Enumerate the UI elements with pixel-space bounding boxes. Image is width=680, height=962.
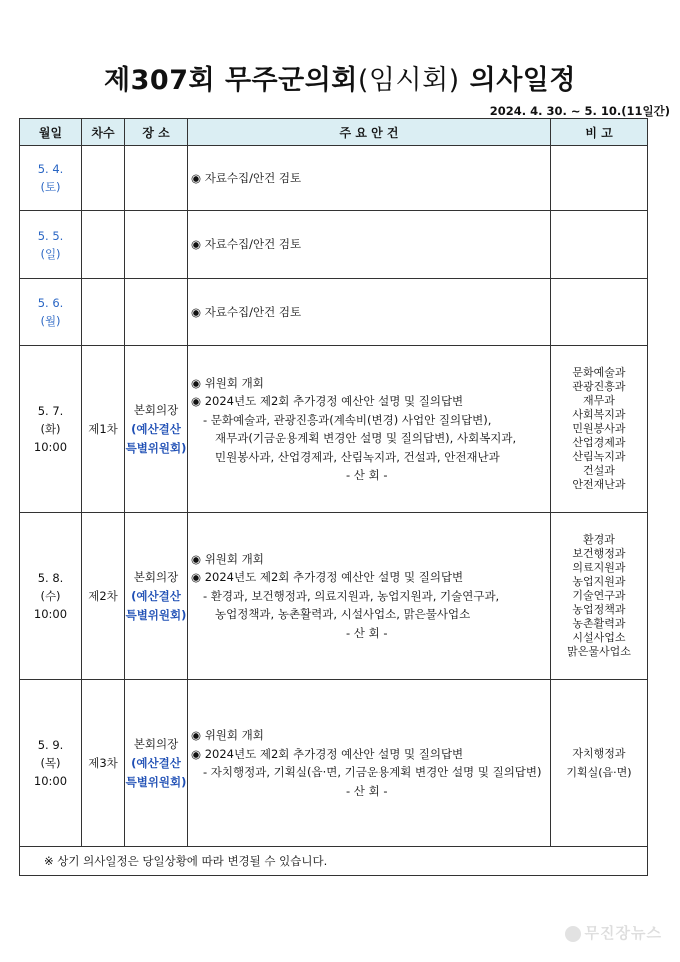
table-row xyxy=(20,346,648,513)
agenda-cell: ◉ 자료수집/안건 검토 xyxy=(188,211,551,279)
watermark-logo: 무진장뉴스 xyxy=(565,922,662,943)
schedule-table xyxy=(19,118,648,876)
date-cell: 5. 6. (월) xyxy=(20,279,82,346)
footer-note: ※ 상기 의사일정은 당일상황에 따라 변경될 수 있습니다. xyxy=(20,847,648,876)
place-cell xyxy=(125,146,188,211)
title-main: 제307회 무주군의회 xyxy=(104,65,358,96)
place-cell xyxy=(125,211,188,279)
document-title xyxy=(0,58,680,97)
date-cell: 5. 9. (목) 10:00 xyxy=(20,680,82,847)
note-cell: 자치행정과 기획실(읍·면) xyxy=(551,680,648,847)
agenda-cell: ◉ 자료수집/안건 검토 xyxy=(188,279,551,346)
note-cell xyxy=(551,146,648,211)
header-main: 주 요 안 건 xyxy=(188,119,551,146)
agenda-cell: ◉ 자료수집/안건 검토 xyxy=(188,146,551,211)
place-cell xyxy=(125,279,188,346)
place-cell: 본회의장 (예산결산 특별위원회) xyxy=(125,513,188,680)
header-place: 장 소 xyxy=(125,119,188,146)
agenda-cell: ◉ 위원회 개회 ◉ 2024년도 제2회 추가경정 예산안 설명 및 질의답변 - 문화예술과, 관광진흥과(계속비(변경) 사업안 질의답변), 재무과(기금운용계획 변경안 설명 및 질의답변), 사회복지과, 민원봉사과, 산업경제과, 산림녹지과, 건설과, 안전재난과 - 산 회 - xyxy=(188,346,551,513)
order-cell xyxy=(82,279,125,346)
table-row xyxy=(20,279,648,346)
table-row xyxy=(20,680,648,847)
footer-row xyxy=(20,847,648,876)
header-date: 월일 xyxy=(20,119,82,146)
date-cell: 5. 7. (화) 10:00 xyxy=(20,346,82,513)
header-note: 비 고 xyxy=(551,119,648,146)
header-order: 차수 xyxy=(82,119,125,146)
title-tail: 의사일정 xyxy=(459,65,576,96)
order-cell: 제2차 xyxy=(82,513,125,680)
place-cell: 본회의장 (예산결산 특별위원회) xyxy=(125,346,188,513)
note-cell xyxy=(551,279,648,346)
order-cell xyxy=(82,146,125,211)
table-row xyxy=(20,211,648,279)
date-cell: 5. 8. (수) 10:00 xyxy=(20,513,82,680)
table-row xyxy=(20,146,648,211)
table-row xyxy=(20,513,648,680)
title-paren: (임시회) xyxy=(357,65,460,96)
date-cell: 5. 5. (일) xyxy=(20,211,82,279)
order-cell xyxy=(82,211,125,279)
date-cell: 5. 4. (토) xyxy=(20,146,82,211)
note-cell: 문화예술과 관광진흥과 재무과 사회복지과 민원봉사과 산업경제과 산림녹지과 건설과 안전재난과 xyxy=(551,346,648,513)
logo-icon xyxy=(565,926,581,942)
agenda-cell: ◉ 위원회 개회 ◉ 2024년도 제2회 추가경정 예산안 설명 및 질의답변 - 자치행정과, 기획실(읍·면, 기금운용계획 변경안 설명 및 질의답변) - 산 회 - xyxy=(188,680,551,847)
note-cell xyxy=(551,211,648,279)
agenda-cell: ◉ 위원회 개회 ◉ 2024년도 제2회 추가경정 예산안 설명 및 질의답변 - 환경과, 보건행정과, 의료지원과, 농업지원과, 기술연구과, 농업정책과, 농촌활력과, 시설사업소, 맑은물사업소 - 산 회 - xyxy=(188,513,551,680)
session-period: 2024. 4. 30. ~ 5. 10.(11일간) xyxy=(489,104,670,118)
note-cell: 환경과 보건행정과 의료지원과 농업지원과 기술연구과 농업정책과 농촌활력과 시설사업소 맑은물사업소 xyxy=(551,513,648,680)
place-cell: 본회의장 (예산결산 특별위원회) xyxy=(125,680,188,847)
order-cell: 제3차 xyxy=(82,680,125,847)
order-cell: 제1차 xyxy=(82,346,125,513)
header-row xyxy=(20,119,648,146)
